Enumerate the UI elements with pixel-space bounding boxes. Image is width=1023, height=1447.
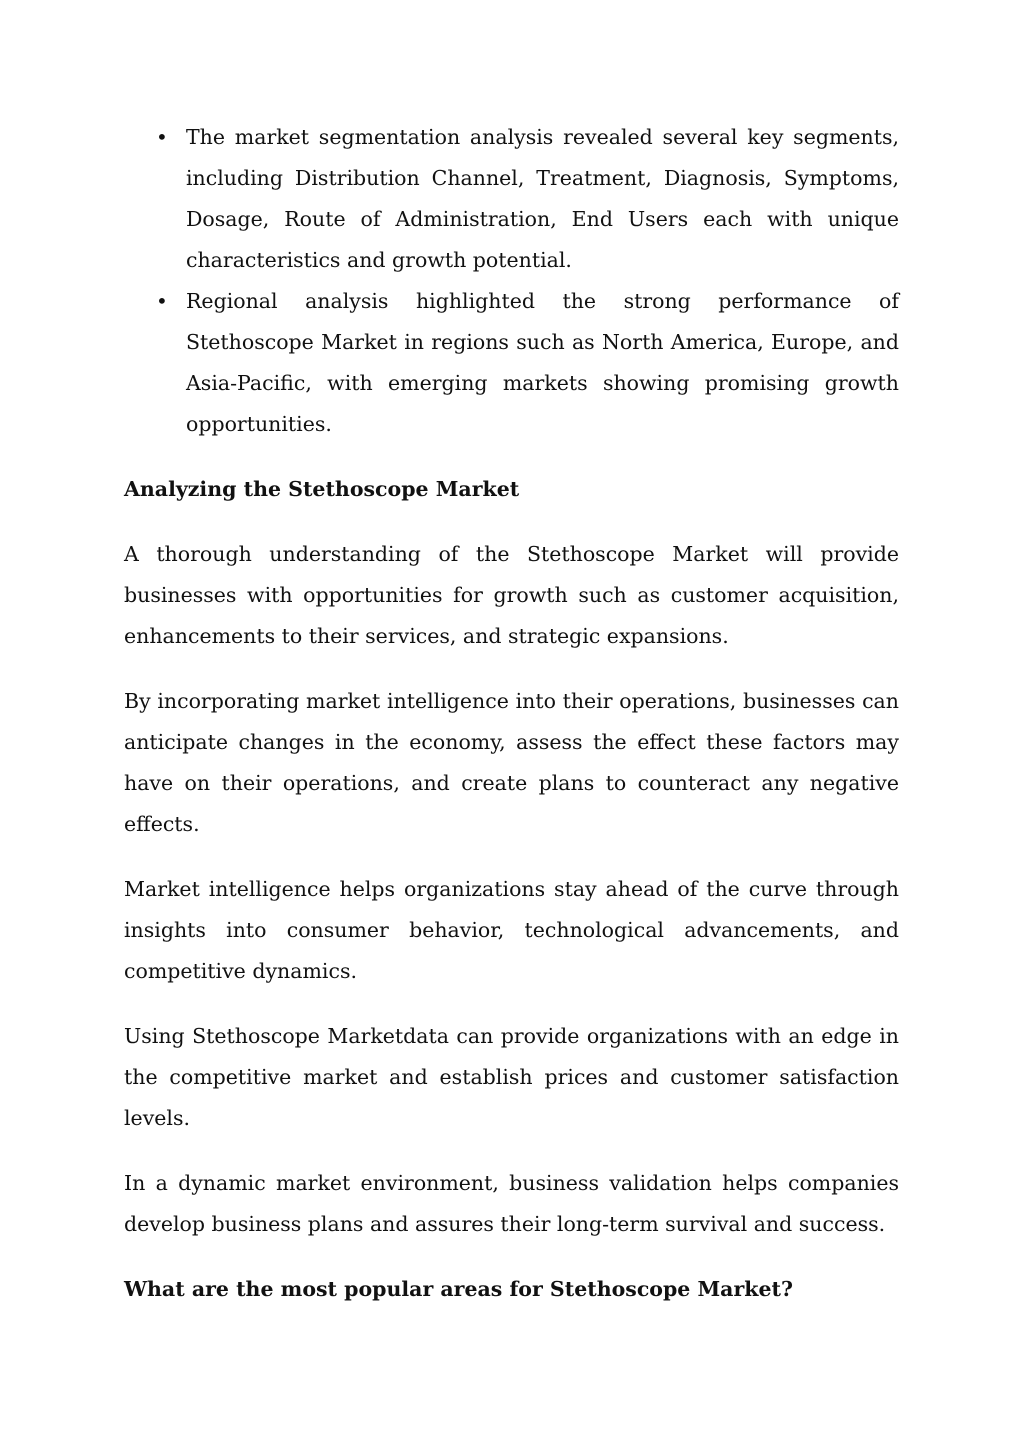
bullet-text: Regional analysis highlighted the strong performance of Stethoscope Market in regions such as North America, Europe, and Asia-Pacific, with emerging markets showing promising growth opportunities. [186,289,899,436]
paragraph-competitive-edge: Using Stethoscope Marketdata can provide organizations with an edge in the competitive market and establish prices and customer satisfaction levels. [124,1024,899,1130]
bullet-text: The market segmentation analysis revealed several key segments, including Distribution Channel, Treatment, Diagnosis, Symptoms, Dosage, Route of Administration, End Users each with unique characteristics and growth potential. [186,125,899,272]
bullet-dot-icon: • [156,125,168,149]
paragraph-understanding: A thorough understanding of the Stethoscope Market will provide businesses with opportunities for growth such as customer acquisition, enhancements to their services, and strategic expansions. [124,542,899,648]
document-page [124,117,899,1310]
paragraph-stay-ahead: Market intelligence helps organizations stay ahead of the curve through insights into consumer behavior, technological advancements, and competitive dynamics. [124,877,899,983]
section-heading-analyzing: Analyzing the Stethoscope Market [124,477,520,501]
bullet-list [124,117,899,445]
bullet-item-regional [124,281,899,445]
paragraph-business-validation: In a dynamic market environment, business validation helps companies develop business plans and assures their long-term survival and success. [124,1171,899,1236]
bullet-item-segmentation [124,117,899,281]
section-heading-popular-areas: What are the most popular areas for Stethoscope Market? [124,1277,793,1301]
paragraph-market-intelligence: By incorporating market intelligence into their operations, businesses can anticipate changes in the economy, assess the effect these factors may have on their operations, and create plans to counteract any negative effects. [124,689,899,836]
bullet-dot-icon: • [156,289,168,313]
